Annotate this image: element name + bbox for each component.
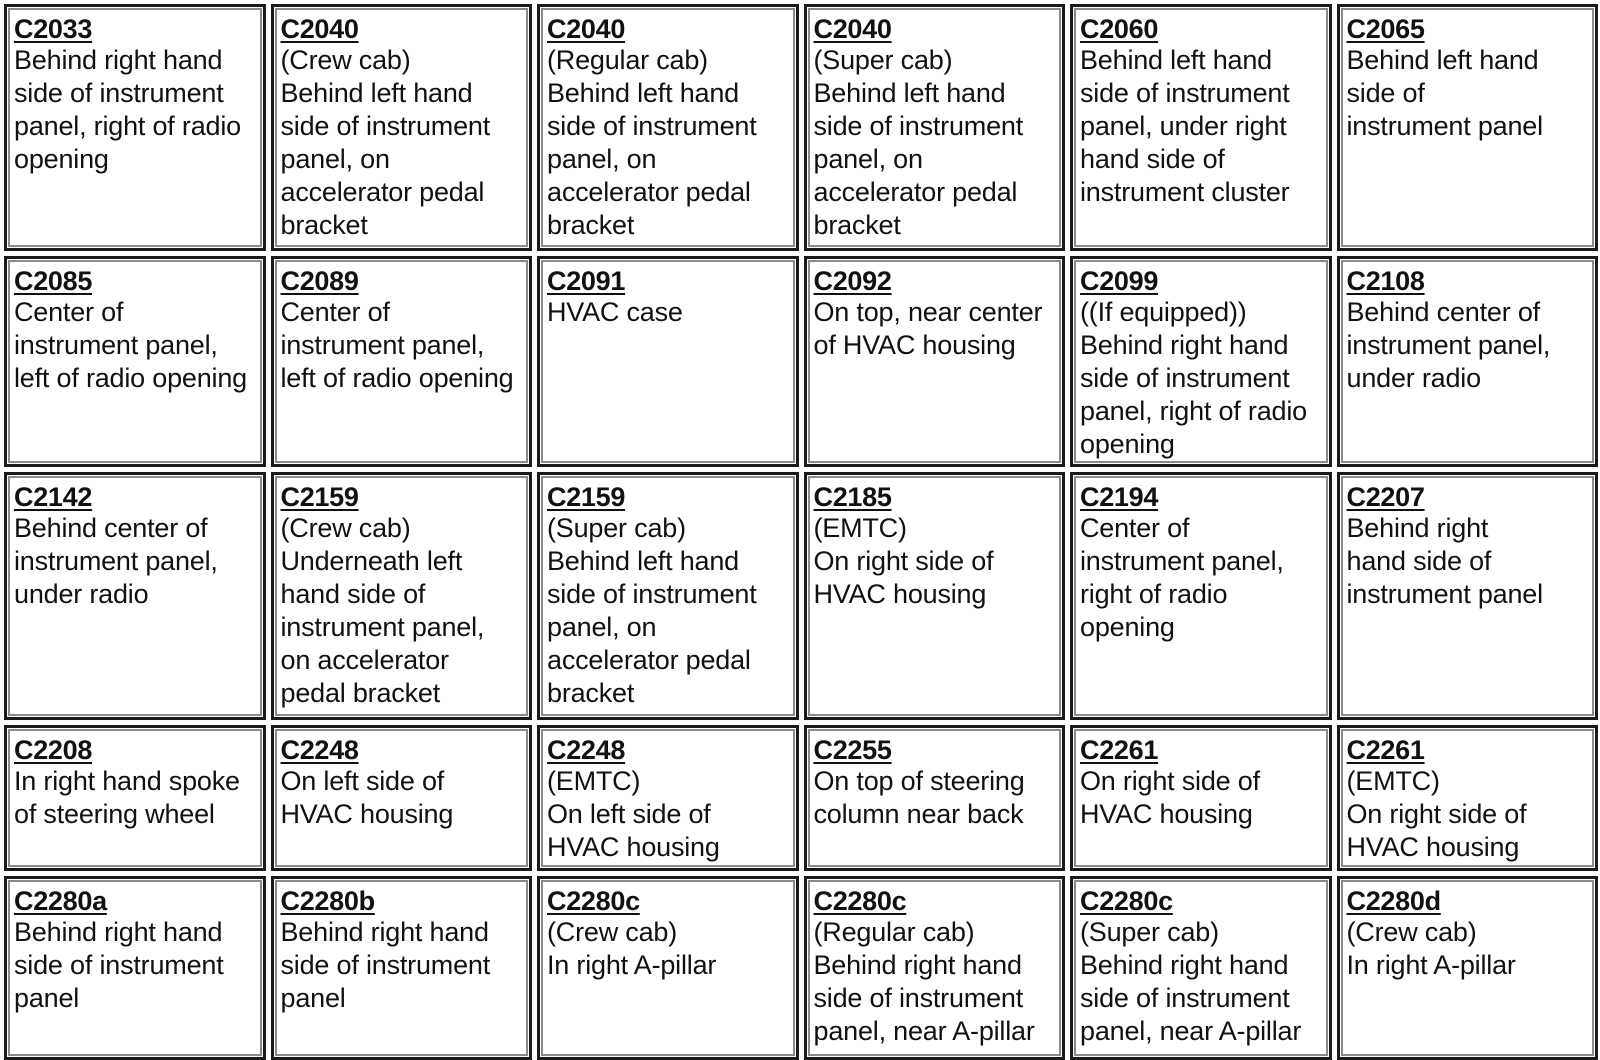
table-cell	[1337, 256, 1599, 467]
connector-code-link[interactable]: C2085	[14, 266, 93, 296]
connector-code-link[interactable]: C2280c	[1080, 886, 1173, 916]
table-cell	[4, 876, 266, 1060]
connector-code-link[interactable]: C2261	[1346, 735, 1425, 765]
table-cell	[804, 4, 1066, 251]
table-cell	[4, 472, 266, 720]
connector-location: (Super cab) Behind right hand side of instrument panel, near A-pillar	[1080, 917, 1302, 1046]
connector-code-link[interactable]: C2194	[1080, 482, 1159, 512]
table-cell	[1337, 725, 1599, 871]
table-cell	[1070, 472, 1332, 720]
connector-location: (Super cab) Behind left hand side of instrument panel, on accelerator pedal bracket	[547, 513, 757, 708]
connector-location: Center of instrument panel, left of radio opening	[14, 297, 247, 393]
connector-code-link[interactable]: C2142	[14, 482, 93, 512]
connector-location: Behind right hand side of instrument panel	[14, 917, 224, 1013]
connector-code-link[interactable]: C2280c	[547, 886, 640, 916]
table-cell	[4, 725, 266, 871]
table-cell	[537, 4, 799, 251]
connector-location: On right side of HVAC housing	[1080, 766, 1260, 829]
connector-location: (Crew cab) In right A-pillar	[547, 917, 717, 980]
connector-code-link[interactable]: C2159	[547, 482, 626, 512]
connector-location: Behind center of instrument panel, under radio	[1346, 297, 1551, 393]
connector-location: Behind right hand side of instrument panel	[1346, 513, 1543, 609]
connector-code-link[interactable]: C2185	[813, 482, 892, 512]
connector-code-link[interactable]: C2091	[547, 266, 626, 296]
table-cell	[1337, 876, 1599, 1060]
table-cell	[271, 472, 533, 720]
connector-code-link[interactable]: C2065	[1346, 14, 1425, 44]
connector-code-link[interactable]: C2261	[1080, 735, 1159, 765]
table-cell	[537, 472, 799, 720]
connector-code-link[interactable]: C2159	[280, 482, 359, 512]
connector-location: Behind left hand side of instrument panel, under right hand side of instrument cluster	[1080, 45, 1290, 207]
table-cell	[271, 4, 533, 251]
connector-location: (Regular cab) Behind left hand side of instrument panel, on accelerator pedal bracket	[547, 45, 757, 240]
connector-code-link[interactable]: C2207	[1346, 482, 1425, 512]
connector-location: Behind center of instrument panel, under radio	[14, 513, 218, 609]
connector-location: (EMTC) On right side of HVAC housing	[1346, 766, 1527, 862]
table-cell	[537, 725, 799, 871]
connector-location: Center of instrument panel, left of radio opening	[280, 297, 514, 393]
connector-code-link[interactable]: C2280b	[280, 886, 375, 916]
table-cell	[271, 725, 533, 871]
connector-location: (EMTC) On left side of HVAC housing	[547, 766, 720, 862]
connector-location: On top, near center of HVAC housing	[813, 297, 1043, 360]
connector-location: (Crew cab) Behind left hand side of instrument panel, on accelerator pedal bracket	[280, 45, 490, 240]
connector-location: In right hand spoke of steering wheel	[14, 766, 240, 829]
connector-location: (Crew cab) Underneath left hand side of instrument panel, on accelerator pedal bracket	[280, 513, 485, 708]
table-cell	[1337, 472, 1599, 720]
connector-code-link[interactable]: C2092	[813, 266, 892, 296]
connector-location: Behind right hand side of instrument panel	[280, 917, 490, 1013]
connector-location: ((If equipped)) Behind right hand side of instrument panel, right of radio opening	[1080, 297, 1307, 459]
connector-location: Behind right hand side of instrument panel, right of radio opening	[14, 45, 241, 174]
table-cell	[804, 876, 1066, 1060]
connector-location: (Crew cab) In right A-pillar	[1346, 917, 1516, 980]
connector-code-link[interactable]: C2040	[280, 14, 359, 44]
connector-code-link[interactable]: C2280c	[813, 886, 907, 916]
connector-location: (Super cab) Behind left hand side of instrument panel, on accelerator pedal bracket	[813, 45, 1023, 240]
connector-location: HVAC case	[547, 297, 683, 327]
table-cell	[1070, 256, 1332, 467]
connector-code-link[interactable]: C2280a	[14, 886, 107, 916]
table-cell	[804, 472, 1066, 720]
table-cell	[4, 4, 266, 251]
connector-code-link[interactable]: C2033	[14, 14, 93, 44]
table-cell	[4, 256, 266, 467]
connector-code-link[interactable]: C2060	[1080, 14, 1159, 44]
table-cell	[1337, 4, 1599, 251]
connector-location-table	[4, 4, 1598, 1046]
connector-code-link[interactable]: C2040	[547, 14, 626, 44]
table-cell	[804, 725, 1066, 871]
connector-location: On top of steering column near back	[813, 766, 1025, 829]
connector-code-link[interactable]: C2248	[280, 735, 359, 765]
connector-code-link[interactable]: C2040	[813, 14, 892, 44]
connector-location: (EMTC) On right side of HVAC housing	[813, 513, 994, 609]
connector-location: Center of instrument panel, right of radio opening	[1080, 513, 1284, 642]
table-cell	[537, 876, 799, 1060]
connector-code-link[interactable]: C2108	[1346, 266, 1425, 296]
connector-location: Behind left hand side of instrument panel	[1346, 45, 1543, 141]
connector-location: (Regular cab) Behind right hand side of instrument panel, near A-pillar	[813, 917, 1035, 1046]
table-cell	[1070, 4, 1332, 251]
table-cell	[1070, 725, 1332, 871]
table-cell	[1070, 876, 1332, 1060]
table-cell	[537, 256, 799, 467]
connector-code-link[interactable]: C2255	[813, 735, 892, 765]
connector-location: On left side of HVAC housing	[280, 766, 454, 829]
table-cell	[271, 876, 533, 1060]
table-cell	[804, 256, 1066, 467]
connector-code-link[interactable]: C2280d	[1346, 886, 1441, 916]
table-cell	[271, 256, 533, 467]
connector-code-link[interactable]: C2248	[547, 735, 626, 765]
connector-code-link[interactable]: C2099	[1080, 266, 1159, 296]
connector-code-link[interactable]: C2089	[280, 266, 359, 296]
connector-code-link[interactable]: C2208	[14, 735, 93, 765]
